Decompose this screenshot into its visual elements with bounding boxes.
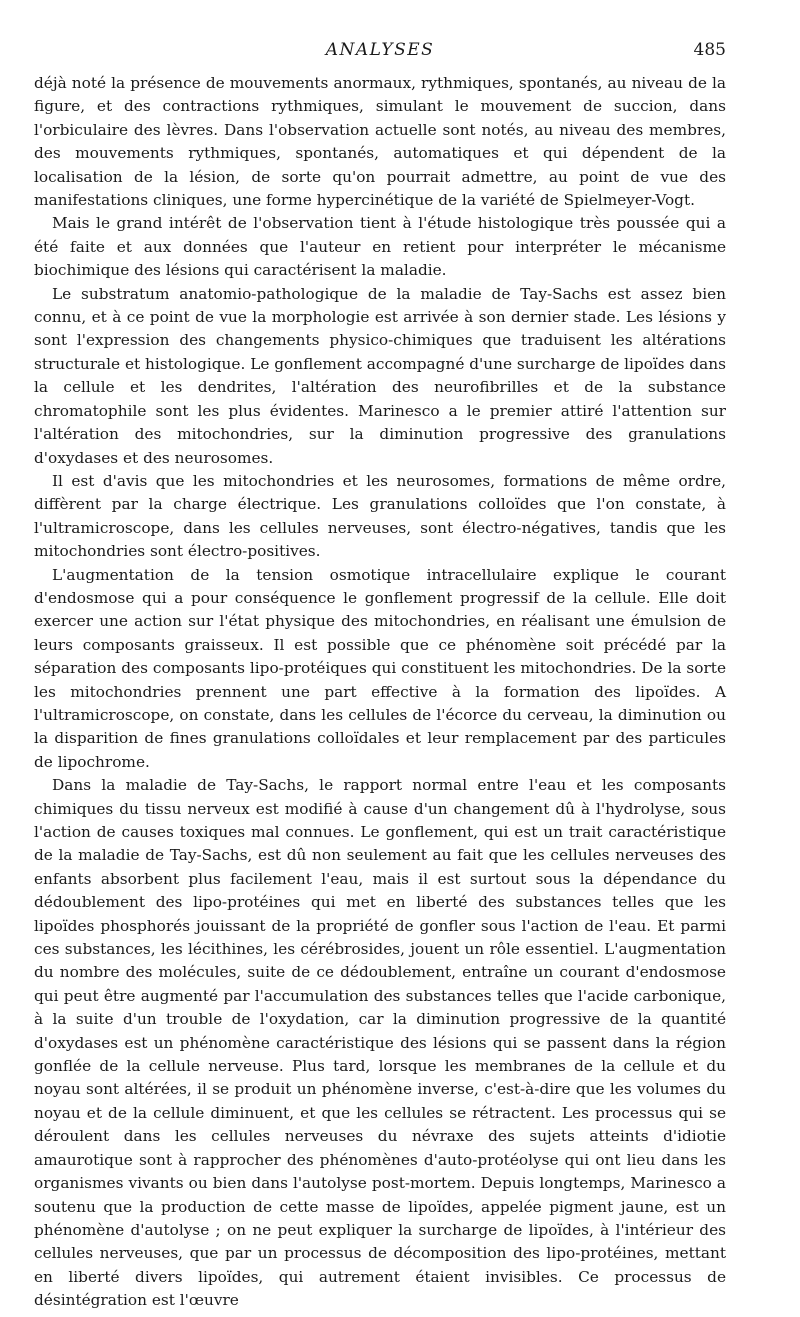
page-header [34,40,726,70]
document-page [34,40,726,1313]
running-title: ANALYSES [325,40,435,60]
paragraph-continued: déjà noté la présence de mouvements anormaux, rythmiques, spontanés, au niveau de la figure, et des contractions rythmiques, simulant le mouvement de succion, dans l'orbiculaire des lèvres. Dans l'observation actuelle sont notés, au niveau des membres, des mouvements rythmiques, spontanés, automatiques et qui dépendent de la localisation de la lésion, de sorte qu'on pourrait admettre, au point de vue des manifestations cliniques, une forme hypercinétique de la variété de Spielmeyer-Vogt. [34,74,726,210]
paragraph: Mais le grand intérêt de l'observation tient à l'étude histologique très poussée qui a été faite et aux données que l'auteur en retient pour interpréter le mécanisme biochimique des lésions qui caractérisent la maladie. [34,214,726,280]
paragraph: L'augmentation de la tension osmotique intracellulaire explique le courant d'endosmose qui a pour conséquence le gonflement progressif de la cellule. Elle doit exercer une action sur l'état physique des mitochondries, en réalisant une émulsion de leurs composants graisseux. Il est possible que ce phénomène soit précédé par la séparation des composants lipo-protéiques qui constituent les mitochondries. De la sorte les mitochondries prennent une part effective à la formation des lipoïdes. A l'ultramicroscope, on constate, dans les cellules de l'écorce du cerveau, la diminution ou la disparition de fines granulations colloïdales et leur remplacement par des particules de lipochrome. [34,565,726,771]
paragraph: Le substratum anatomio-pathologique de la maladie de Tay-Sachs est assez bien connu, et à ce point de vue la morphologie est arrivée à son dernier stade. Les lésions y sont l'expression des changements physico-chimiques que traduisent les altérations structurale et histologique. Le gonflement accompagné d'une surcharge de lipoïdes dans la cellule et les dendrites, l'altération des neurofibrilles et de la substance chromatophile sont les plus évidentes. Marinesco a le premier attiré l'attention sur l'altération des mitochondries, sur la diminution progressive des granulations d'oxydases et des neurosomes. [34,284,726,467]
body-text [34,72,726,1313]
page-number: 485 [693,40,726,60]
paragraph: Dans la maladie de Tay-Sachs, le rapport normal entre l'eau et les composants chimiques du tissu nerveux est modifié à cause d'un changement dû à l'hydrolyse, sous l'action de causes toxiques mal connues. Le gonflement, qui est un trait caractéristique de la maladie de Tay-Sachs, est dû non seulement au fait que les cellules nerveuses des enfants absorbent plus facilement l'eau, mais il est surtout sous la dépendance du dédoublement des lipo-protéines qui met en liberté des substances telles que les lipoïdes phosphorés jouissant de la propriété de gonfler sous l'action de l'eau. Et parmi ces substances, les lécithines, les cérébrosides, jouent un rôle essentiel. L'augmentation du nombre des molécules, suite de ce dédoublement, entraîne un courant d'endosmose qui peut être augmenté par l'accumulation des substances telles que l'acide carbonique, à la suite d'un trouble de l'oxydation, car la diminution progressive de la quantité d'oxydases est un phénomène caractéristique des lésions qui se passent dans la région gonflée de la cellule nerveuse. Plus tard, lorsque les membranes de la cellule et du noyau sont altérées, il se produit un phénomène inverse, c'est-à-dire que les volumes du noyau et de la cellule diminuent, et que les cellules se rétractent. Les processus qui se déroulent dans les cellules nerveuses du névraxe des sujets atteints d'idiotie amaurotique sont à rapprocher des phénomènes d'auto-protéolyse qui ont lieu dans les organismes vivants ou bien dans l'autolyse post-mortem. Depuis longtemps, Marinesco a soutenu que la production de cette masse de lipoïdes, appelée pigment jaune, est un phénomène d'autolyse ; on ne peut expliquer la surcharge de lipoïdes, à l'intérieur des cellules nerveuses, que par un processus de décomposition des lipo-protéines, mettant en liberté divers lipoïdes, qui autrement étaient invisibles. Ce processus de désintégration est l'œuvre [34,776,726,1310]
paragraph: Il est d'avis que les mitochondries et les neurosomes, formations de même ordre, diffèrent par la charge électrique. Les granulations colloïdes que l'on constate, à l'ultramicroscope, dans les cellules nerveuses, sont électro-négatives, tandis que les mitochondries sont électro-positives. [34,471,726,561]
